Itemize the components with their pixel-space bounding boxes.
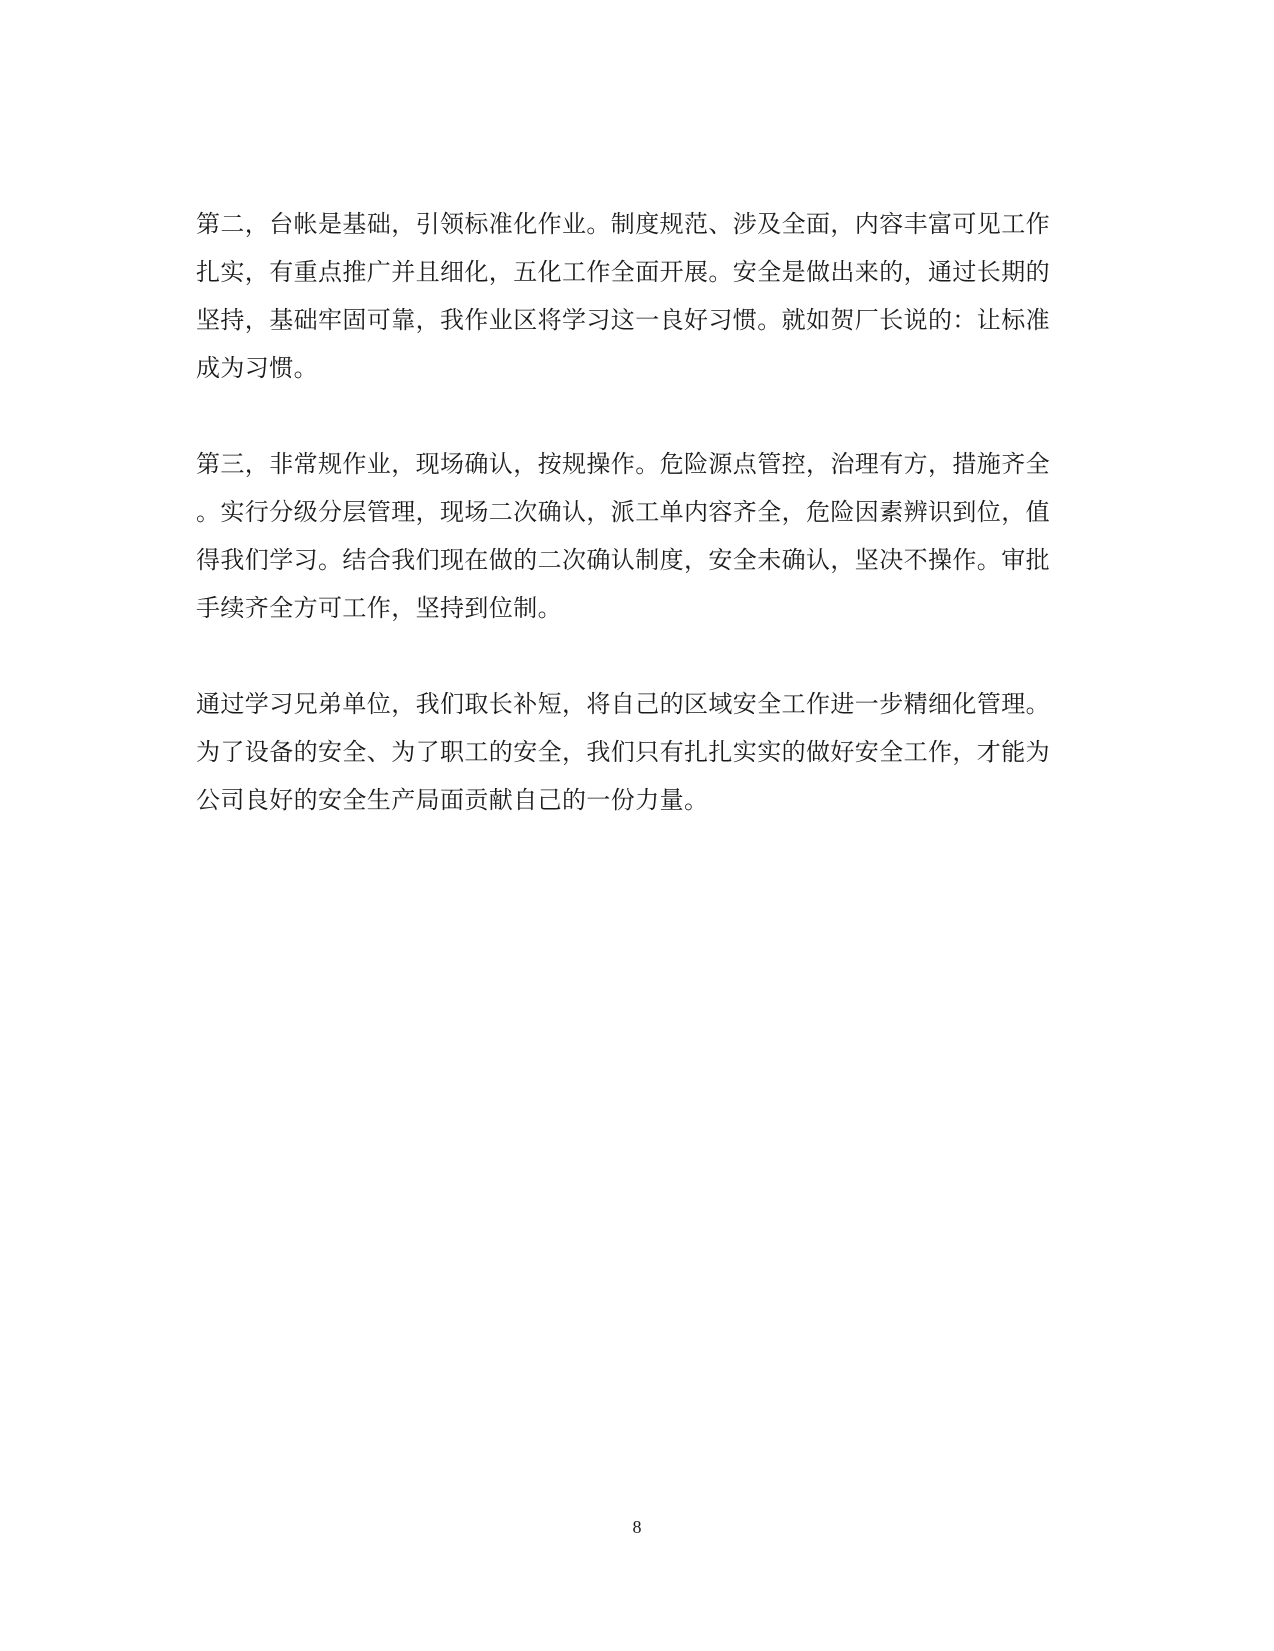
- paragraph-line: 扎实，有重点推广并且细化，五化工作全面开展。安全是做出来的，通过长期的: [196, 258, 1050, 286]
- page-number: 8: [632, 1517, 642, 1537]
- paragraph-line: 第三，非常规作业，现场确认，按规操作。危险源点管控，治理有方，措施齐全: [196, 450, 1050, 478]
- paragraph-2-ledger: [196, 200, 1076, 392]
- paragraph-line: 通过学习兄弟单位，我们取长补短，将自己的区域安全工作进一步精细化管理。: [196, 690, 1050, 718]
- paragraph-line: 公司良好的安全生产局面贡献自己的一份力量。: [196, 786, 709, 814]
- paragraph-line: 手续齐全方可工作，坚持到位制。: [196, 594, 562, 622]
- paragraph-line: 为了设备的安全、为了职工的安全，我们只有扎扎实实的做好安全工作，才能为: [196, 738, 1050, 766]
- paragraph-line: 第二，台帐是基础，引领标准化作业。制度规范、涉及全面，内容丰富可见工作: [196, 210, 1050, 238]
- paragraph-conclusion: [196, 680, 1076, 824]
- paragraph-line: 。实行分级分层管理，现场二次确认，派工单内容齐全，危险因素辨识到位，值: [196, 498, 1050, 526]
- document-body: [196, 200, 1076, 872]
- paragraph-line: 坚持，基础牢固可靠，我作业区将学习这一良好习惯。就如贺厂长说的：让标准: [196, 306, 1050, 334]
- paragraph-line: 得我们学习。结合我们现在做的二次确认制度，安全未确认，坚决不操作。审批: [196, 546, 1050, 574]
- paragraph-line: 成为习惯。: [196, 354, 318, 382]
- paragraph-3-unconventional-work: [196, 440, 1076, 632]
